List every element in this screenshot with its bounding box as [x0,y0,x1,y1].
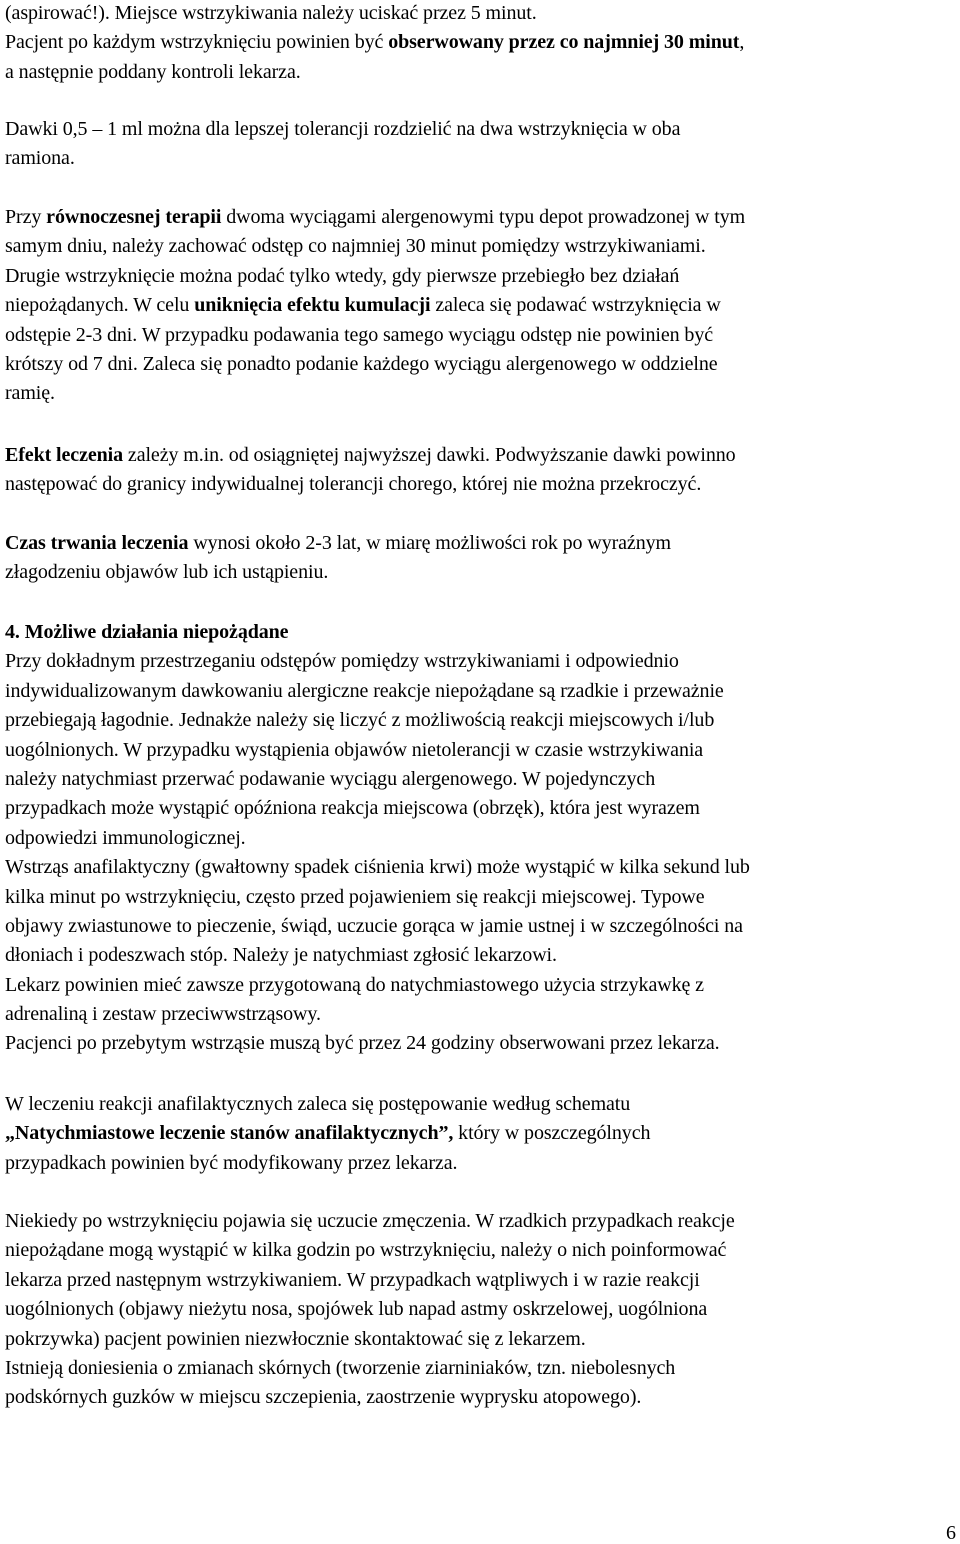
text-line [5,262,960,291]
text-run: indywidualizowanym dawkowaniu alergiczne reakcje niepożądane są rzadkie i przeważnie [5,679,724,702]
text-run: a następnie poddany kontroli lekarza. [5,60,301,83]
text-line [5,1149,960,1178]
text-run: wynosi około 2-3 lat, w miarę możliwości rok po wyraźnym [188,532,671,554]
text-run: podskórnych guzków w miejscu szczepienia, zaostrzenie wyprysku atopowego). [5,1386,642,1409]
bold-text: uniknięcia efektu kumulacji [194,294,431,317]
text-line [5,794,960,823]
text-line [5,912,960,941]
text-line [5,883,960,912]
text-run: przebiegają łagodnie. Jednakże należy się liczyć z możliwością reakcji miejscowych i/lub [5,709,715,732]
text-line [5,1325,960,1354]
text-run: , [739,31,745,54]
paragraph-observation [5,0,960,87]
text-run: odstępie 2-3 dni. W przypadku podawania tego samego wyciągu odstęp nie powinien być [5,323,714,346]
section-adverse-effects [5,618,960,1059]
text-run: Dawki 0,5 – 1 ml można dla lepszej tolerancji rozdzielić na dwa wstrzyknięcia w oba [5,118,681,140]
paragraph-fatigue-reactions [5,1207,960,1413]
text-line [5,1354,960,1383]
text-run: niepożądane mogą wystąpić w kilka godzin po wstrzyknięciu, należy o nich poinformować [5,1239,727,1262]
text-line [5,144,960,173]
text-run: dwoma wyciągami alergenowymi typu depot prowadzonej w tym [221,206,746,228]
bold-text: obserwowany przez co najmniej 30 minut [388,31,740,54]
text-run: samym dniu, należy zachować odstęp co najmniej 30 minut pomiędzy wstrzykiwaniami. [5,235,706,258]
bold-text: „Natychmiastowe leczenie stanów anafilaktycznych”, [5,1122,454,1145]
text-line [5,765,960,794]
text-run: adrenaliną i zestaw przeciwwstrząsowy. [5,1003,321,1026]
text-line [5,350,960,379]
text-run: (aspirować!). Miejsce wstrzykiwania należy uciskać przez 5 minut. [5,2,537,24]
text-run: przypadkach powinien być modyfikowany przez lekarza. [5,1151,458,1174]
text-line [5,853,960,882]
text-line [5,1236,960,1265]
text-run: Pacjent po każdym wstrzyknięciu powinien być [5,31,389,54]
text-line [5,291,960,320]
text-line [5,706,960,735]
text-run: objawy zwiastunowe to pieczenie, świąd, uczucie gorąca w jamie ustnej i w szczególności na [5,914,743,937]
paragraph-concurrent-therapy [5,203,960,409]
text-run: pokrzywka) pacjent powinien niezwłocznie skontaktować się z lekarzem. [5,1327,586,1350]
text-line [5,618,960,647]
text-run: Drugie wstrzyknięcie można podać tylko wtedy, gdy pierwsze przebiegło bez działań [5,264,680,287]
text-line [5,1383,960,1412]
text-line [5,0,960,28]
bold-text: Czas trwania leczenia [5,532,189,554]
text-line [5,1000,960,1029]
text-line [5,647,960,676]
text-line [5,824,960,853]
text-run: Pacjenci po przebytym wstrząsie muszą być przez 24 godziny obserwowani przez lekarza. [5,1032,720,1055]
text-line [5,203,960,232]
text-run: Wstrząs anafilaktyczny (gwałtowny spadek ciśnienia krwi) może wystąpić w kilka sekund lub [5,856,750,879]
bold-text: równoczesnej terapii [46,206,222,228]
paragraph-dose-split [5,115,960,174]
text-run: W leczeniu reakcji anafilaktycznych zaleca się postępowanie według schematu [5,1093,631,1115]
text-line [5,1119,960,1148]
text-run: lekarza przed następnym wstrzykiwaniem. W przypadkach wątpliwych i w razie reakcji [5,1268,700,1291]
text-line [5,941,960,970]
text-run: dłoniach i podeszwach stóp. Należy je natychmiast zgłosić lekarzowi. [5,944,557,967]
text-run: zależy m.in. od osiągniętej najwyższej dawki. Podwyższanie dawki powinno [123,444,736,466]
text-run: uogólnionych. W przypadku wystąpienia objawów nietolerancji w czasie wstrzykiwania [5,738,704,761]
text-line [5,28,960,57]
text-line [5,321,960,350]
text-run: krótszy od 7 dni. Zaleca się ponadto podanie każdego wyciągu alergenowego w oddzielne [5,352,718,375]
text-run: należy natychmiast przerwać podawanie wyciągu alergenowego. W pojedynczych [5,767,656,790]
text-line [5,1207,960,1236]
text-line [5,558,960,587]
text-run: następować do granicy indywidualnej tolerancji chorego, której nie można przekroczyć. [5,473,702,496]
text-run: niepożądanych. W celu [5,294,195,317]
text-line [5,1266,960,1295]
text-run: kilka minut po wstrzyknięciu, często przed pojawieniem się reakcji miejscowej. Typowe [5,885,705,908]
text-line [5,736,960,765]
text-run: Przy dokładnym przestrzeganiu odstępów pomiędzy wstrzykiwaniami i odpowiednio [5,650,679,673]
text-line [5,677,960,706]
paragraph-treatment-duration [5,529,960,588]
text-line [5,232,960,261]
text-line [5,971,960,1000]
text-run: uogólnionych (objawy nieżytu nosa, spojówek lub napad astmy oskrzelowej, uogólniona [5,1298,708,1321]
text-line [5,1029,960,1058]
text-run: odpowiedzi immunologicznej. [5,826,246,849]
text-line [5,529,960,558]
page-number: 6 [946,1522,956,1544]
text-line [5,470,960,499]
text-run: Istnieją doniesienia o zmianach skórnych (tworzenie ziarniniaków, tzn. niebolesnych [5,1356,676,1379]
text-line [5,441,960,470]
paragraph-anaphylaxis-scheme [5,1090,960,1178]
bold-text: Efekt leczenia [5,444,124,466]
text-run: przypadkach może wystąpić opóźniona reakcja miejscowa (obrzęk), która jest wyrazem [5,797,700,820]
text-line [5,58,960,87]
bold-text: 4. Możliwe działania niepożądane [5,621,289,643]
text-line [5,379,960,408]
text-run: Przy [5,206,47,228]
text-line [5,1090,960,1119]
text-run: Niekiedy po wstrzyknięciu pojawia się uczucie zmęczenia. W rzadkich przypadkach reakcje [5,1210,735,1232]
text-run: ramię. [5,382,55,405]
text-run: złagodzeniu objawów lub ich ustąpieniu. [5,561,329,584]
paragraph-treatment-effect [5,441,960,500]
text-run: Lekarz powinien mieć zawsze przygotowaną do natychmiastowego użycia strzykawkę z [5,973,704,996]
text-line [5,1295,960,1324]
text-run: ramiona. [5,147,75,170]
text-line [5,115,960,144]
text-run: który w poszczególnych [453,1122,651,1145]
text-run: zaleca się podawać wstrzyknięcia w [430,294,721,317]
